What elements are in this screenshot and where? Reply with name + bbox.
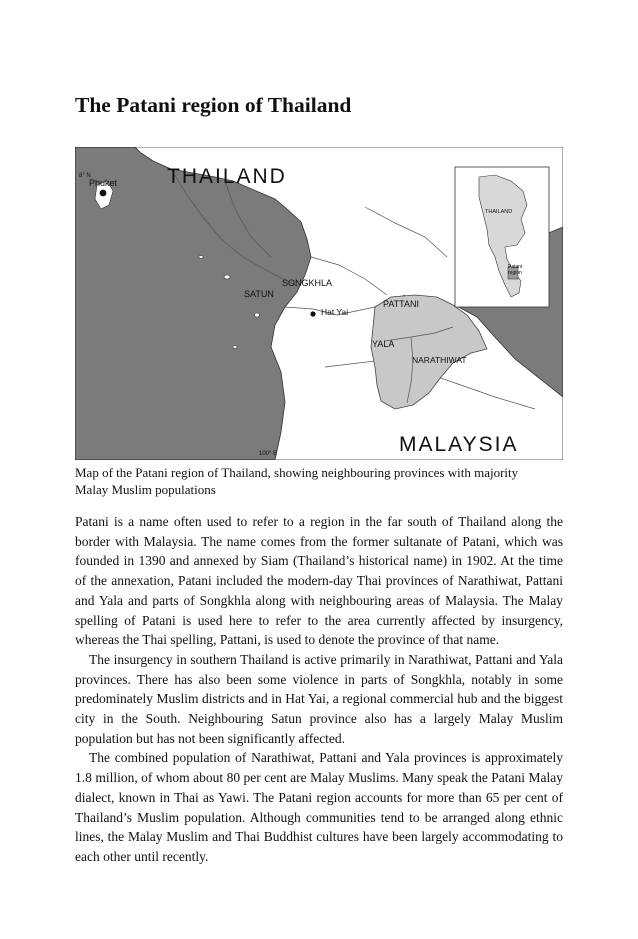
pattani-label: PATTANI — [383, 299, 419, 309]
caption-line-2: Malay Muslim populations — [75, 482, 216, 497]
longitude-label: 100° E — [259, 451, 278, 457]
phuket-marker — [100, 190, 107, 197]
hat-yai-label: Hat Yai — [321, 307, 349, 317]
inset-region-label-2: region — [508, 270, 522, 276]
latitude-label: 8° N — [79, 173, 91, 179]
satun-label: SATUN — [244, 289, 274, 299]
caption-line-1: Map of the Patani region of Thailand, showing neighbouring provinces with majority — [75, 465, 519, 480]
malaysia-label: MALAYSIA — [399, 433, 519, 456]
map-caption — [75, 464, 563, 498]
phuket-label: Phuket — [89, 178, 118, 188]
hat-yai-marker — [310, 311, 315, 316]
paragraph-1: Patani is a name often used to refer to a region in the far south of Thailand along the border with Malaysia. The name comes from the former sultanate of Patani, which was founded in 1390 and annexed by Siam (Thailand’s historical name) in 1902. At the time of the annexation, Patani included the modern-day Thai provinces of Narathiwat, Pattani and Yala and parts of Songkhla along with neighbouring areas of Malaysia. The Malay spelling of Patani is used here to refer to the area currently affected by insurgency, whereas the Thai spelling, Pattani, is used to denote the province of that name. — [75, 514, 563, 648]
inset-region-label-1: Patani — [508, 264, 523, 270]
narathiwat-label: NARATHIWAT — [412, 355, 467, 365]
inset-map — [455, 167, 549, 307]
yala-label: YALA — [372, 339, 395, 349]
songkhla-label: SONGKHLA — [282, 278, 333, 288]
body-text — [75, 512, 563, 867]
inset-thailand-label: THAILAND — [485, 209, 513, 215]
paragraph-2: The insurgency in southern Thailand is active primarily in Narathiwat, Pattani and Yala provinces. There has also been some violence in parts of Songkhla, notably in some predominately Muslim districts and in Hat Yai, a regional commercial hub and the biggest city in the South. Neighbouring Satun province also has a largely Malay Muslim population but has not been significantly affected. — [75, 651, 563, 746]
page-title: The Patani region of Thailand — [75, 93, 352, 117]
thailand-label: THAILAND — [167, 165, 287, 188]
paragraph-3: The combined population of Narathiwat, Pattani and Yala provinces is approximately 1.8 million, of whom about 80 per cent are Malay Muslims. Many speak the Patani Malay dialect, known in Thai as Yawi. The Patani region accounts for more than 65 per cent of Thailand’s Muslim population. Although communities tend to be arranged along ethnic lines, the Malay Muslim and Thai Buddhist cultures have been largely accommodating to each other until recently. — [75, 750, 563, 864]
patani-region-map — [75, 147, 563, 460]
